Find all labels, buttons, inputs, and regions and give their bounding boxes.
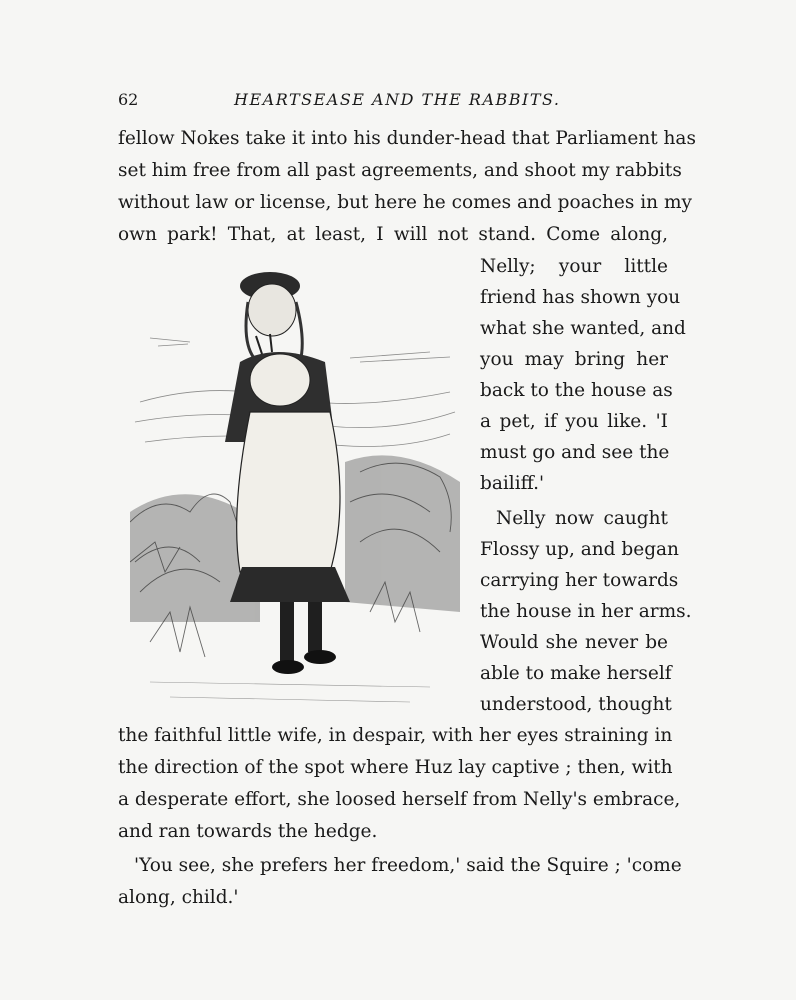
body-line: bailiff.' — [480, 473, 545, 494]
body-line: back to the house as — [480, 380, 673, 401]
body-line: Nelly now caught — [496, 508, 668, 529]
body-line: and ran towards the hedge. — [118, 821, 378, 842]
body-line: a pet, if you like. 'I — [480, 411, 668, 432]
body-line: 'You see, she prefers her freedom,' said the Squire ; 'come — [134, 855, 682, 876]
body-line: what she wanted, and — [480, 318, 686, 339]
body-line: own park! That, at least, I will not stand. Come along, — [118, 224, 668, 245]
body-line: Nelly; your little — [480, 256, 668, 277]
body-line: Flossy up, and began — [480, 539, 679, 560]
body-line: must go and see the — [480, 442, 670, 463]
body-line: along, child.' — [118, 887, 239, 908]
body-line: you may bring her — [480, 349, 668, 370]
body-line: able to make herself — [480, 663, 672, 684]
body-line: carrying her towards — [480, 570, 679, 591]
running-head — [118, 90, 674, 114]
body-line: Would she never be — [480, 632, 668, 653]
body-line: set him free from all past agreements, and shoot my rabbits — [118, 160, 682, 181]
body-line: understood, thought — [480, 694, 672, 715]
body-line: friend has shown you — [480, 287, 681, 308]
engraving-girl-holding-rabbit — [130, 262, 460, 712]
body-line: without law or license, but here he comes and poaches in my — [118, 192, 692, 213]
body-line: fellow Nokes take it into his dunder-head that Parliament has — [118, 128, 696, 149]
body-line: the faithful little wife, in despair, with her eyes straining in — [118, 725, 673, 746]
page-number: 62 — [118, 90, 139, 109]
running-title: HEARTSEASE AND THE RABBITS. — [234, 90, 561, 109]
body-line: the direction of the spot where Huz lay captive ; then, with — [118, 757, 673, 778]
body-line: the house in her arms. — [480, 601, 692, 622]
body-line: a desperate effort, she loosed herself from Nelly's embrace, — [118, 789, 681, 810]
